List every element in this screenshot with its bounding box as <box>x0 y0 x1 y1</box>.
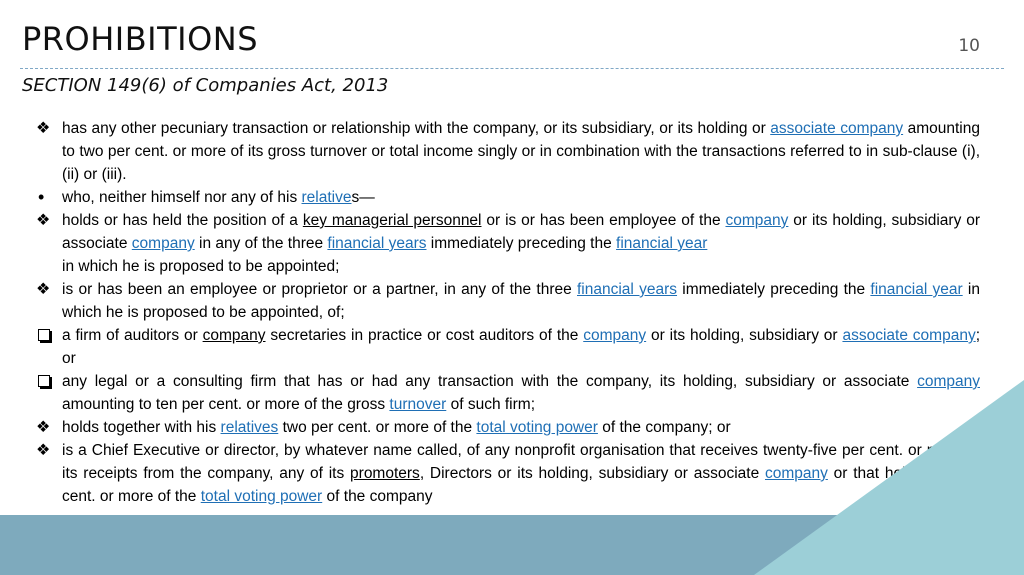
diamond-bullet-icon <box>36 416 58 439</box>
text: any legal or a consulting firm that has or had any transaction with the company, its holding, subsidiary or associate <box>62 373 918 390</box>
section-subtitle: SECTION 149(6) of Companies Act, 2013 <box>22 75 389 96</box>
link-financial-year[interactable]: financial year <box>870 281 963 298</box>
list-item <box>36 117 980 186</box>
text: holds together with his <box>62 419 221 436</box>
text: who, neither himself nor any of his <box>62 189 302 206</box>
link-company[interactable]: company <box>583 327 647 344</box>
link-relative[interactable]: relative <box>301 189 352 206</box>
link-relatives[interactable]: relatives <box>220 419 279 436</box>
text: in any of the three <box>194 235 328 252</box>
text: secretaries in practice or cost auditors of the <box>265 327 584 344</box>
underlined-promoters: promoters <box>350 465 420 482</box>
title-divider <box>20 68 1004 69</box>
text: ; or <box>62 327 981 367</box>
text: is a Chief Executive or director, by whatever name called, of any nonprofit organisation that receives twenty-five per cent. or more of its receipts from the company, any of its <box>62 442 980 482</box>
text: of the company; or <box>597 419 731 436</box>
decorative-triangle <box>754 380 1024 575</box>
link-turnover[interactable]: turnover <box>389 396 447 413</box>
link-company[interactable]: company <box>917 373 980 390</box>
underlined-company: company <box>202 327 266 344</box>
link-associate-company[interactable]: associate company <box>842 327 976 344</box>
text: of the company <box>322 488 433 505</box>
text: amounting to ten per cent. or more of the gross <box>62 396 390 413</box>
diamond-bullet-icon <box>36 439 58 462</box>
square-bullet-icon <box>36 370 58 394</box>
text: has any other pecuniary transaction or relationship with the company, or its subsidiary, or its holding or <box>62 120 771 137</box>
link-company[interactable]: company <box>764 465 828 482</box>
list-item <box>36 278 980 324</box>
list-item <box>36 186 980 209</box>
slide-title: PROHIBITIONS <box>22 20 259 58</box>
text: or its holding, subsidiary or associate <box>62 212 981 252</box>
link-financial-year[interactable]: financial year <box>616 235 708 252</box>
link-financial-years[interactable]: financial years <box>577 281 678 298</box>
diamond-bullet-icon <box>36 278 58 301</box>
text: , Directors or its holding, subsidiary or associate <box>419 465 765 482</box>
dot-bullet-icon <box>36 186 58 210</box>
underlined-key-managerial-personnel: key managerial personnel <box>302 212 482 229</box>
link-company[interactable]: company <box>725 212 789 229</box>
text: immediately preceding the <box>426 235 617 252</box>
text: a firm of auditors or <box>62 327 203 344</box>
diamond-bullet-icon <box>36 209 58 232</box>
text: in which he is proposed to be appointed; <box>62 258 340 275</box>
text: or that holds two per cent. or more of the <box>62 465 980 505</box>
link-company[interactable]: company <box>131 235 195 252</box>
text: s— <box>351 189 375 206</box>
text: amounting to two per cent. or more of its gross turnover or total income singly or in combination with the transactions referred to in sub-clause (i), (ii) or (iii). <box>62 120 980 183</box>
text: is or has been an employee or proprietor or a partner, in any of the three <box>62 281 577 298</box>
link-financial-years[interactable]: financial years <box>327 235 427 252</box>
page-number: 10 <box>958 36 980 56</box>
list-item <box>36 209 980 278</box>
diamond-bullet-icon <box>36 117 58 140</box>
text: holds or has held the position of a <box>62 212 303 229</box>
list-item <box>36 324 980 370</box>
text: of such firm; <box>446 396 535 413</box>
text: or its holding, subsidiary or <box>646 327 843 344</box>
link-total-voting-power[interactable]: total voting power <box>200 488 323 505</box>
text: two per cent. or more of the <box>278 419 477 436</box>
text: in which he is proposed to be appointed, of; <box>62 281 980 321</box>
link-total-voting-power[interactable]: total voting power <box>476 419 598 436</box>
text: or is or has been employee of the <box>481 212 726 229</box>
link-associate-company[interactable]: associate company <box>770 120 904 137</box>
square-bullet-icon <box>36 324 58 348</box>
text: immediately preceding the <box>677 281 871 298</box>
